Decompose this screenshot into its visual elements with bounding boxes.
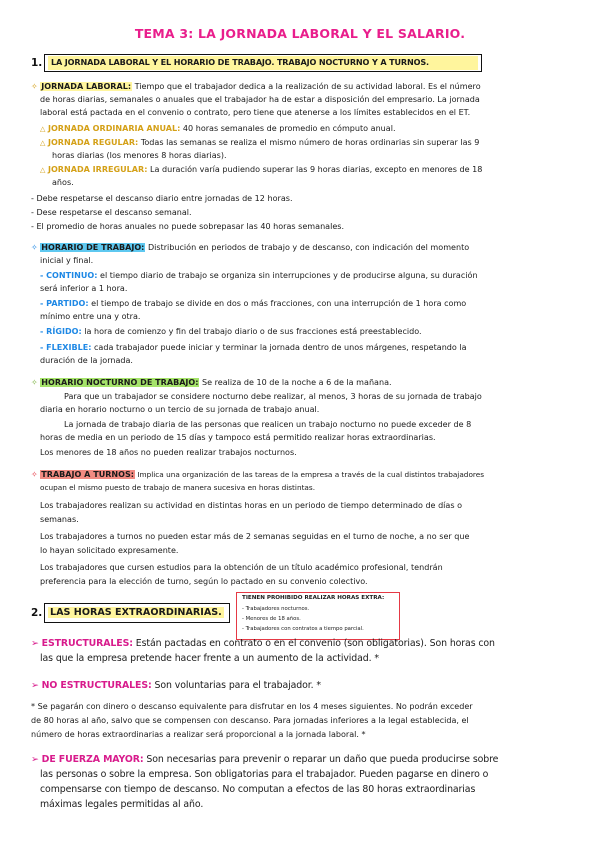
estructurales-line-1 (31, 637, 495, 651)
star-icon: ✧ (31, 82, 38, 91)
star-icon: ✧ (31, 243, 38, 252)
section-1-heading-box (44, 54, 482, 72)
irregular-label: JORNADA IRREGULAR: (47, 165, 148, 174)
estructurales-text-1: Están pactadas en contrato o en el convenio (son obligatorias). Son horas con (132, 638, 495, 649)
horario-line-2: inicial y final. (40, 256, 94, 265)
ordinaria-text: 40 horas semanales de promedio en cómputo anual. (180, 124, 396, 133)
continuo-line-2: será inferior a 1 hora. (40, 284, 128, 293)
fuerza-line-3: compensarse con tiempo de descanso. No computan a efectos de las 80 horas extraordinarias (40, 784, 476, 795)
turnos-line-1 (31, 469, 484, 482)
regular-line-2: horas diarias (los menores 8 horas diarias). (52, 151, 227, 160)
turnos-text-1: Implica una organización de las tareas de la empresa a través de la cual distintos trabajadores (135, 470, 485, 479)
partido-text-1: el tiempo de trabajo se divide en dos o más fracciones, con una interrupción de 1 hora como (88, 299, 467, 308)
nocturno-text-1: Se realiza de 10 de la noche a 6 de la mañana. (199, 378, 392, 387)
estructurales-line-2: las que la empresa pretende hacer frente a un aumento de la actividad. * (40, 653, 380, 664)
flexible-line-1: - FLEXIBLE: cada trabajador puede iniciar y terminar la jornada dentro de unos márgenes, respetando la (40, 343, 467, 352)
jornada-line-3: laboral está pactada en el convenio o contrato, pero tiene que atenerse a los límites establecidos en el ET. (40, 108, 471, 117)
jornada-line-2: de horas diarias, semanales o anuales que el trabajador ha de estar a disposición del empresario. La jornada (40, 95, 480, 104)
turnos-p3-line-1: Los trabajadores que cursen estudios para la obtención de un título académico profesional, tendrán (40, 563, 443, 572)
triangle-icon: △ (40, 139, 46, 147)
section-2-heading-box (44, 603, 230, 623)
prohibited-item: - Menores de 18 años. (242, 616, 301, 622)
jornada-line-1 (31, 81, 481, 94)
nocturno-line-5: horas de media en un periodo de 15 días y tampoco está permitido realizar horas extraordinarias. (40, 433, 436, 442)
note-line-2: de 80 horas al año, salvo que se compensen con descanso. Para jornadas inferiores a la legal establecida, el (31, 716, 469, 725)
nocturno-label: HORARIO NOCTURNO DE TRABAJO: (41, 378, 199, 387)
note-line-3: número de horas extraordinarias a realizar será proporcional a la jornada laboral. * (31, 730, 366, 739)
flexible-text-1: cada trabajador puede iniciar y terminar la jornada dentro de unos márgenes, respetando la (91, 343, 467, 352)
regular-label: JORNADA REGULAR: (47, 138, 139, 147)
irregular-line-2: años. (52, 178, 74, 187)
star-icon: ✧ (31, 378, 38, 387)
irregular-line-1 (40, 164, 482, 177)
continuo-line-1: - CONTINUO: el tiempo diario de trabajo se organiza sin interrupciones y de producirse alguna, su duración (40, 271, 478, 280)
fuerza-label: DE FUERZA MAYOR: (41, 754, 144, 765)
descanso-diario: - Debe respetarse el descanso diario entre jornadas de 12 horas. (31, 194, 293, 203)
flexible-label: FLEXIBLE: (46, 343, 92, 352)
turnos-label: TRABAJO A TURNOS: (41, 470, 135, 479)
nocturno-line-6: Los menores de 18 años no pueden realizar trabajos nocturnos. (40, 448, 297, 457)
section-1-number: 1. (31, 57, 43, 69)
document-title: TEMA 3: LA JORNADA LABORAL Y EL SALARIO. (134, 26, 466, 41)
note-line-1: * Se pagarán con dinero o descanso equivalente para disfrutar en los 4 meses siguientes. No podrán exceder (31, 702, 473, 711)
turnos-p2-line-2: lo hayan solicitado expresamente. (40, 546, 179, 555)
nocturno-line-2: Para que un trabajador se considere nocturno debe realizar, al menos, 3 horas de su jornada de trabajo (64, 392, 482, 401)
turnos-p1-line-1: Los trabajadores realizan su actividad en distintas horas en un periodo de tiempo determinado de días o (40, 501, 463, 510)
horario-line-1 (31, 242, 469, 255)
regular-line-1 (40, 137, 479, 150)
continuo-label: CONTINUO: (46, 271, 98, 280)
turnos-p1-line-2: semanas. (40, 515, 79, 524)
regular-text-1: Todas las semanas se realiza el mismo número de horas ordinarias sin superar las 9 (138, 138, 480, 147)
triangle-icon: △ (40, 166, 46, 174)
no-estructurales-label: NO ESTRUCTURALES: (41, 680, 152, 691)
promedio-horas: - El promedio de horas anuales no puede sobrepasar las 40 horas semanales. (31, 222, 345, 231)
turnos-p3-line-2: preferencia para la elección de turno, según lo pactado en su convenio colectivo. (40, 577, 368, 586)
ordinaria-line (40, 123, 396, 136)
prohibited-title: TIENEN PROHIBIDO REALIZAR HORAS EXTRA: (242, 595, 385, 601)
jornada-label: JORNADA LABORAL: (41, 82, 132, 91)
turnos-p2-line-1: Los trabajadores a turnos no pueden estar más de 2 semanas seguidas en el turno de noche, a no ser que (40, 532, 470, 541)
descanso-semanal: - Dese respetarse el descanso semanal. (31, 208, 192, 217)
triangle-icon: △ (40, 125, 46, 133)
fuerza-line-2: las personas o sobre la empresa. Son obligatorias para el trabajador. Pueden pagarse en dinero o (40, 769, 489, 780)
rigido-label: RÍGIDO: (46, 327, 82, 336)
prohibited-item: - Trabajadores con contratos a tiempo parcial. (242, 626, 364, 632)
continuo-text-1: el tiempo diario de trabajo se organiza sin interrupciones y de producirse alguna, su duración (97, 271, 478, 280)
arrow-icon: ➢ (31, 680, 39, 691)
no-estructurales-text: Son voluntarias para el trabajador. * (151, 680, 321, 691)
partido-line-1: - PARTIDO: el tiempo de trabajo se divide en dos o más fracciones, con una interrupción de 1 hora como (40, 299, 467, 308)
nocturno-line-3: diaria en horario nocturno o un tercio de su jornada de trabajo anual. (40, 405, 320, 414)
irregular-text-1: La duración varía pudiendo superar las 9 horas diarias, excepto en menores de 18 (147, 165, 483, 174)
estructurales-label: ESTRUCTURALES: (41, 638, 133, 649)
arrow-icon: ➢ (31, 638, 39, 649)
rigido-text: la hora de comienzo y fin del trabajo diario o de sus fracciones está preestablecido. (81, 327, 422, 336)
prohibited-item: - Trabajadores nocturnos. (242, 606, 310, 612)
flexible-line-2: duración de la jornada. (40, 356, 133, 365)
no-estructurales-line (31, 679, 321, 693)
horario-text-1: Distribución en periodos de trabajo y de descanso, con indicación del momento (145, 243, 470, 252)
rigido-line: - RÍGIDO: la hora de comienzo y fin del trabajo diario o de sus fracciones está preestablecido. (40, 327, 422, 336)
horario-label: HORARIO DE TRABAJO: (41, 243, 145, 252)
fuerza-line-4: máximas legales permitidas al año. (40, 799, 204, 810)
jornada-text-1: Tiempo que el trabajador dedica a la realización de su actividad laboral. Es el número (132, 82, 481, 91)
partido-label: PARTIDO: (46, 299, 89, 308)
turnos-line-2: ocupan el mismo puesto de trabajo de manera sucesiva en horas distintas. (40, 483, 316, 492)
section-2-heading: LAS HORAS EXTRAORDINARIAS. (50, 607, 222, 618)
fuerza-text-1: Son necesarias para prevenir o reparar un daño que pueda producirse sobre (143, 754, 499, 765)
nocturno-line-4: La jornada de trabajo diaria de las personas que realicen un trabajo nocturno no puede exceder de 8 (64, 420, 472, 429)
star-icon: ✧ (31, 470, 38, 479)
section-1-heading: LA JORNADA LABORAL Y EL HORARIO DE TRABAJO. TRABAJO NOCTURNO Y A TURNOS. (51, 57, 429, 67)
ordinaria-label: JORNADA ORDINARIA ANUAL: (47, 124, 181, 133)
prohibited-box (236, 592, 400, 640)
fuerza-line-1 (31, 753, 498, 767)
nocturno-line-1 (31, 377, 392, 390)
section-2-number: 2. (31, 607, 43, 619)
arrow-icon: ➢ (31, 754, 39, 765)
partido-line-2: mínimo entre una y otra. (40, 312, 141, 321)
